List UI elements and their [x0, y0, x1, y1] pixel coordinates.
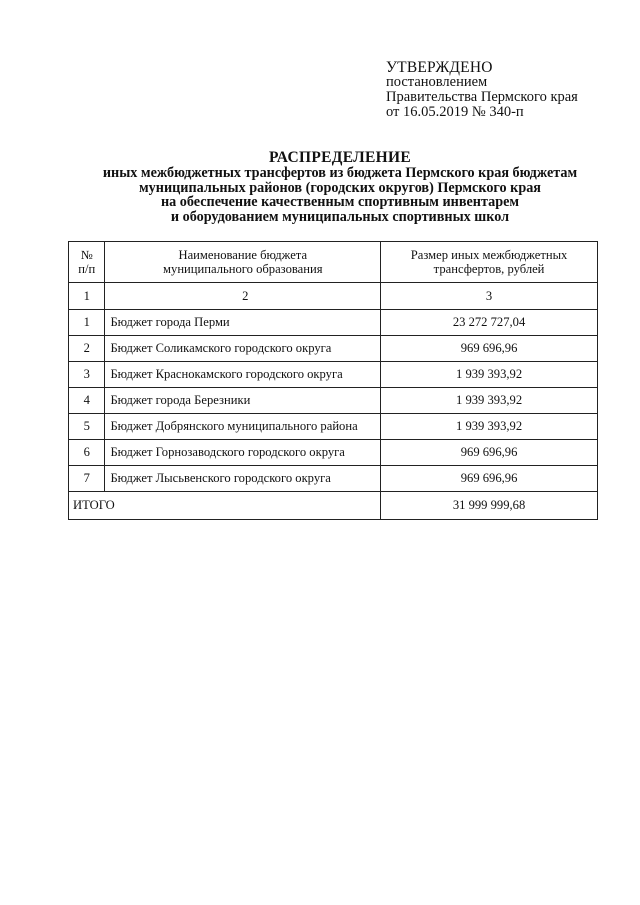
row-budget-name: Бюджет города Березники — [105, 388, 381, 414]
header-name-line-2: муниципального образования — [163, 262, 323, 276]
column-number-1: 1 — [69, 283, 105, 310]
row-number: 2 — [69, 336, 105, 362]
header-budget-name — [105, 242, 381, 283]
total-row — [69, 492, 598, 520]
document-subtitle — [70, 166, 610, 224]
header-number-line-1: № — [80, 248, 93, 262]
table-row — [69, 310, 598, 336]
column-number-3: 3 — [381, 283, 598, 310]
row-budget-name: Бюджет Краснокамского городского округа — [105, 362, 381, 388]
row-budget-name: Бюджет Горнозаводского городского округа — [105, 440, 381, 466]
approval-line-2: Правительства Пермского края — [386, 89, 578, 105]
row-amount: 969 696,96 — [381, 466, 598, 492]
table-row — [69, 362, 598, 388]
row-budget-name: Бюджет Лысьвенского городского округа — [105, 466, 381, 492]
total-amount: 31 999 999,68 — [381, 492, 598, 520]
row-amount: 23 272 727,04 — [381, 310, 598, 336]
row-number: 7 — [69, 466, 105, 492]
distribution-table — [68, 241, 598, 520]
table-row — [69, 388, 598, 414]
subtitle-line-2: муниципальных районов (городских округов) Пермского края — [139, 179, 541, 196]
row-amount: 1 939 393,92 — [381, 388, 598, 414]
table-row — [69, 440, 598, 466]
row-number: 4 — [69, 388, 105, 414]
table-row — [69, 414, 598, 440]
header-name-line-1: Наименование бюджета — [178, 248, 308, 262]
subtitle-line-4: и оборудованием муниципальных спортивных школ — [170, 208, 510, 225]
table-row — [69, 466, 598, 492]
table-row — [69, 336, 598, 362]
header-number — [69, 242, 105, 283]
total-label: ИТОГО — [69, 492, 381, 520]
subtitle-line-3: на обеспечение качественным спортивным инвентарем — [160, 194, 520, 211]
approval-heading: УТВЕРЖДЕНО — [386, 59, 493, 76]
approval-line-1: постановлением — [386, 74, 488, 90]
approval-block — [386, 60, 626, 120]
header-amount — [381, 242, 598, 283]
column-number-row — [69, 283, 598, 310]
row-number: 5 — [69, 414, 105, 440]
row-budget-name: Бюджет Добрянского муниципального района — [105, 414, 381, 440]
header-amount-line-1: Размер иных межбюджетных — [410, 248, 568, 262]
row-number: 3 — [69, 362, 105, 388]
row-amount: 969 696,96 — [381, 336, 598, 362]
row-amount: 1 939 393,92 — [381, 362, 598, 388]
row-amount: 1 939 393,92 — [381, 414, 598, 440]
subtitle-line-1: иных межбюджетных трансфертов из бюджета Пермского края бюджетам — [102, 165, 578, 181]
row-number: 1 — [69, 310, 105, 336]
header-amount-line-2: трансфертов, рублей — [433, 262, 545, 276]
column-number-2: 2 — [105, 283, 381, 310]
document-title: РАСПРЕДЕЛЕНИЕ — [269, 149, 411, 166]
row-budget-name: Бюджет города Перми — [105, 310, 381, 336]
row-number: 6 — [69, 440, 105, 466]
row-amount: 969 696,96 — [381, 440, 598, 466]
approval-line-3: от 16.05.2019 № 340-п — [386, 104, 524, 120]
header-number-line-2: п/п — [78, 262, 96, 276]
row-budget-name: Бюджет Соликамского городского округа — [105, 336, 381, 362]
table-header-row — [69, 242, 598, 283]
